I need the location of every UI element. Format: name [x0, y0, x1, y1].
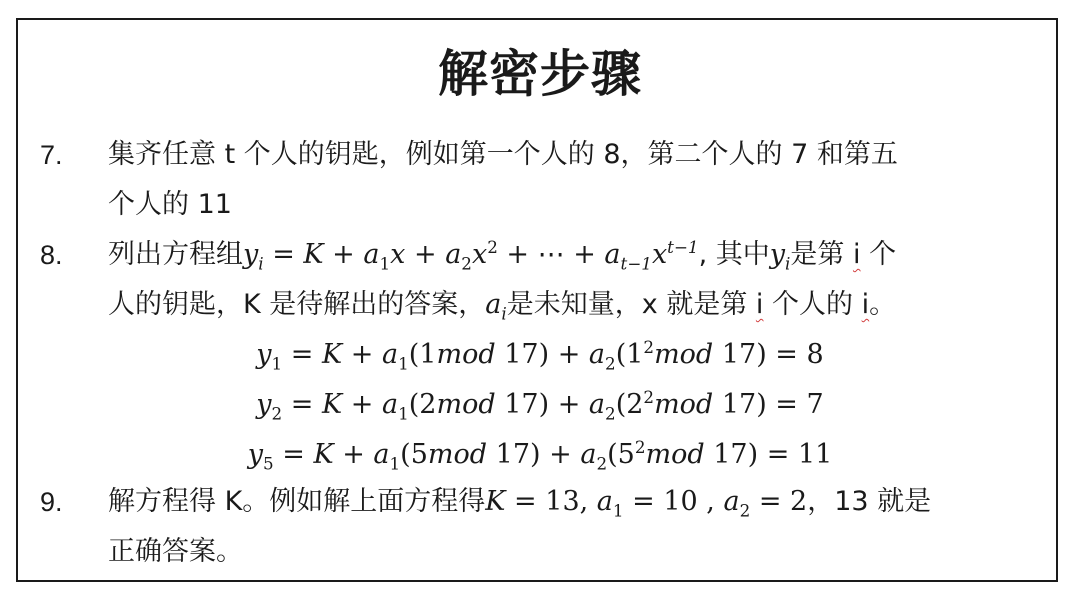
step-line: 人的钥匙，K 是待解出的答案，$a_i$是未知量，x 就是第 i 个人的 i。 — [108, 289, 897, 324]
step-line: 解方程得 K。例如解上面方程得K = 13, $a_1 = 10$ , $a_2 = 2$，13 就是 — [108, 486, 932, 521]
equation-3: $y_5 = K + a_1(5mod$ $17) + a_2(5^2mod$ 17) = 11 — [247, 437, 833, 474]
equation-1: $y_1 = K + a_1(1mod$ $17) + a_2(1^2mod$ 17) = 8 — [256, 337, 824, 374]
step-line: 列出方程组$y_i = K + a_1x + a_2x^2$ + ⋯ + $a_{t-1}x^{t-1}$, 其中$y_i$是第 i 个 — [108, 237, 897, 274]
page-title: 解密步骤 — [438, 45, 642, 103]
step-body — [108, 130, 1040, 230]
step-number: 9. — [40, 487, 63, 517]
step-line: 个人的 11 — [108, 189, 232, 220]
step-line: 集齐任意 t 个人的钥匙，例如第一个人的 8，第二个人的 7 和第五 — [108, 139, 898, 170]
step-number: 7. — [40, 140, 63, 170]
i-marker: i — [755, 289, 764, 320]
step-body — [108, 477, 1040, 577]
step-line: 正确答案。 — [108, 536, 243, 567]
i-marker: i — [852, 239, 861, 270]
i-marker: i — [861, 289, 870, 320]
equation-2: $y_2 = K + a_1(2mod$ $17) + a_2(2^2mod$ 17) = 7 — [256, 387, 824, 424]
step-body — [108, 230, 1040, 330]
step-number: 8. — [40, 240, 63, 270]
